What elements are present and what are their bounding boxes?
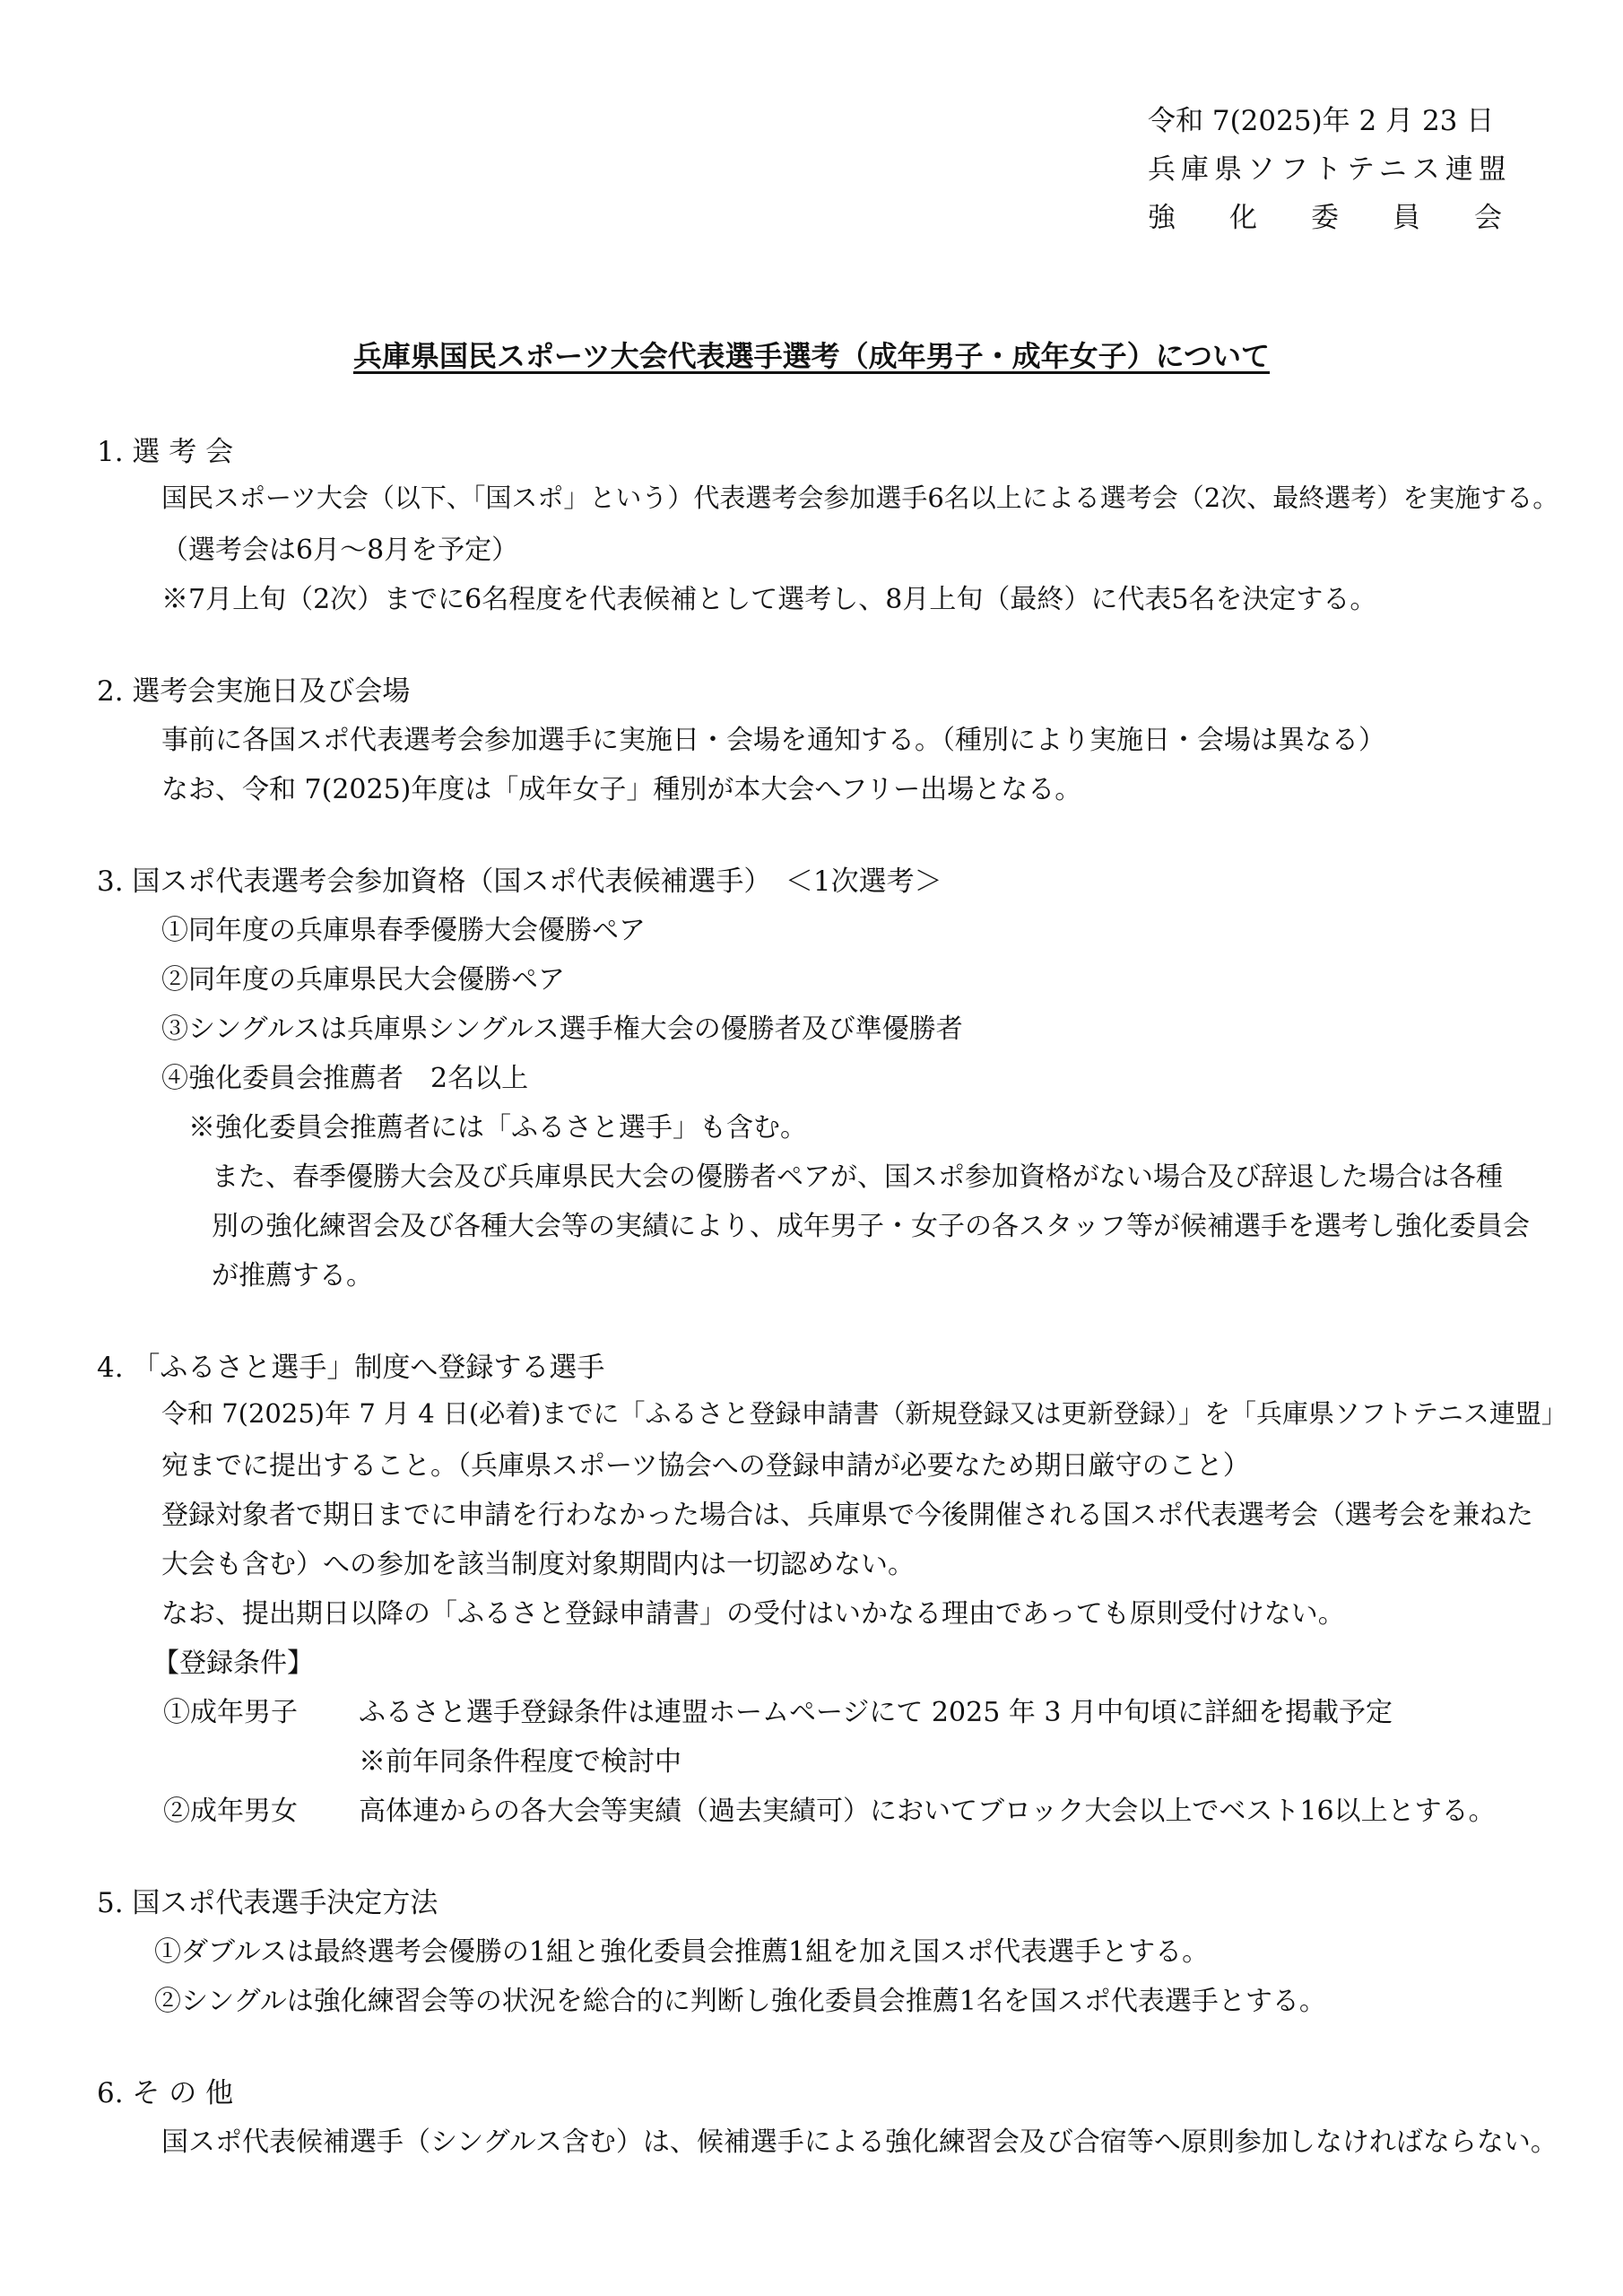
section-5-heading: 5. 国スポ代表選手決定方法 (97, 1887, 438, 1919)
section-4-line-5: なお、提出期日以降の「ふるさと登録申請書」の受付はいかなる理由であっても原則受付けない。 (161, 1598, 1345, 1630)
section-3-item-3: ③シングルスは兵庫県シングルス選手権大会の優勝者及び準優勝者 (161, 1013, 963, 1045)
section-3-note: ※強化委員会推薦者には「ふるさと選手」も含む。 (188, 1112, 807, 1144)
issuing-organization: 兵庫県ソフトテニス連盟 (1148, 153, 1512, 186)
section-4-heading: 4. 「ふるさと選手」制度へ登録する選手 (97, 1352, 605, 1384)
condition-1-note: ※前年同条件程度で検討中 (359, 1746, 681, 1778)
document-header (1148, 97, 1556, 242)
condition-2-text: 高体連からの各大会等実績（過去実績可）においてブロック大会以上でベスト16以上とする。 (359, 1796, 1496, 1827)
section-6-heading: 6. そ の 他 (97, 2077, 234, 2109)
document-title: 兵庫県国民スポーツ大会代表選手選考（成年男子・成年女子）について (352, 339, 1271, 373)
section-6-line-1: 国スポ代表候補選手（シングルス含む）は、候補選手による強化練習会及び合宿等へ原則参加しなければならない。 (161, 2126, 1558, 2158)
section-1-line-1: 国民スポーツ大会（以下、「国スポ」という）代表選考会参加選手6名以上による選考会（2次、最終選考）を実施する。 (161, 483, 1559, 513)
condition-2-label: ②成年男女 (163, 1796, 298, 1827)
condition-1-label: ①成年男子 (163, 1697, 298, 1728)
section-3-item-4: ④強化委員会推薦者 2名以上 (161, 1063, 529, 1094)
section-3-note-line-2: 別の強化練習会及び各種大会等の実績により、成年男子・女子の各スタッフ等が候補選手を選考し強化委員会 (212, 1211, 1530, 1242)
section-1-heading: 1. 選 考 会 (97, 436, 234, 468)
issue-date: 令和 7(2025)年 2 月 23 日 (1148, 105, 1495, 137)
section-5-line-2: ②シングルは強化練習会等の状況を総合的に判断し強化委員会推薦1名を国スポ代表選手とする。 (154, 1986, 1326, 2017)
section-1-line-3: ※7月上旬（2次）までに6名程度を代表候補として選考し、8月上旬（最終）に代表5名を決定する。 (161, 584, 1377, 615)
section-1-line-2: （選考会は6月～8月を予定） (161, 535, 519, 566)
section-4-line-2: 宛までに提出すること。（兵庫県スポーツ協会への登録申請が必要なため期日厳守のこと） (161, 1450, 1250, 1482)
section-4-line-4: 大会も含む）への参加を該当制度対象期間内は一切認めない。 (161, 1549, 915, 1580)
section-5-line-1: ①ダブルスは最終選考会優勝の1組と強化委員会推薦1組を加え国スポ代表選手とする。 (154, 1936, 1210, 1968)
issuing-committee: 強化委員会 (1148, 202, 1556, 234)
section-2-line-1: 事前に各国スポ代表選考会参加選手に実施日・会場を通知する。（種別により実施日・会場は異なる） (161, 725, 1385, 756)
section-4-line-3: 登録対象者で期日までに申請を行わなかった場合は、兵庫県で今後開催される国スポ代表選考会（選考会を兼ねた (161, 1500, 1533, 1531)
section-3-note-line-1: また、春季優勝大会及び兵庫県民大会の優勝者ペアが、国スポ参加資格がない場合及び辞退した場合は各種 (212, 1161, 1503, 1193)
section-4-line-1: 令和 7(2025)年 7 月 4 日(必着)までに「ふるさと登録申請書（新規登録又は更新登録）」を「兵庫県ソフトテニス連盟」 (161, 1398, 1567, 1429)
section-2-line-2: なお、令和 7(2025)年度は「成年女子」種別が本大会へフリー出場となる。 (161, 774, 1082, 805)
section-2-heading: 2. 選考会実施日及び会場 (97, 675, 411, 708)
section-3-heading: 3. 国スポ代表選考会参加資格（国スポ代表候補選手） ＜1次選考＞ (97, 865, 942, 898)
condition-1-text: ふるさと選手登録条件は連盟ホームページにて 2025 年 3 月中旬頃に詳細を掲載予定 (359, 1697, 1393, 1728)
section-3-item-1: ①同年度の兵庫県春季優勝大会優勝ペア (161, 915, 646, 946)
section-3-note-line-3: が推薦する。 (212, 1260, 373, 1292)
section-3-item-2: ②同年度の兵庫県民大会優勝ペア (161, 964, 565, 996)
registration-conditions-label: 【登録条件】 (152, 1648, 314, 1679)
